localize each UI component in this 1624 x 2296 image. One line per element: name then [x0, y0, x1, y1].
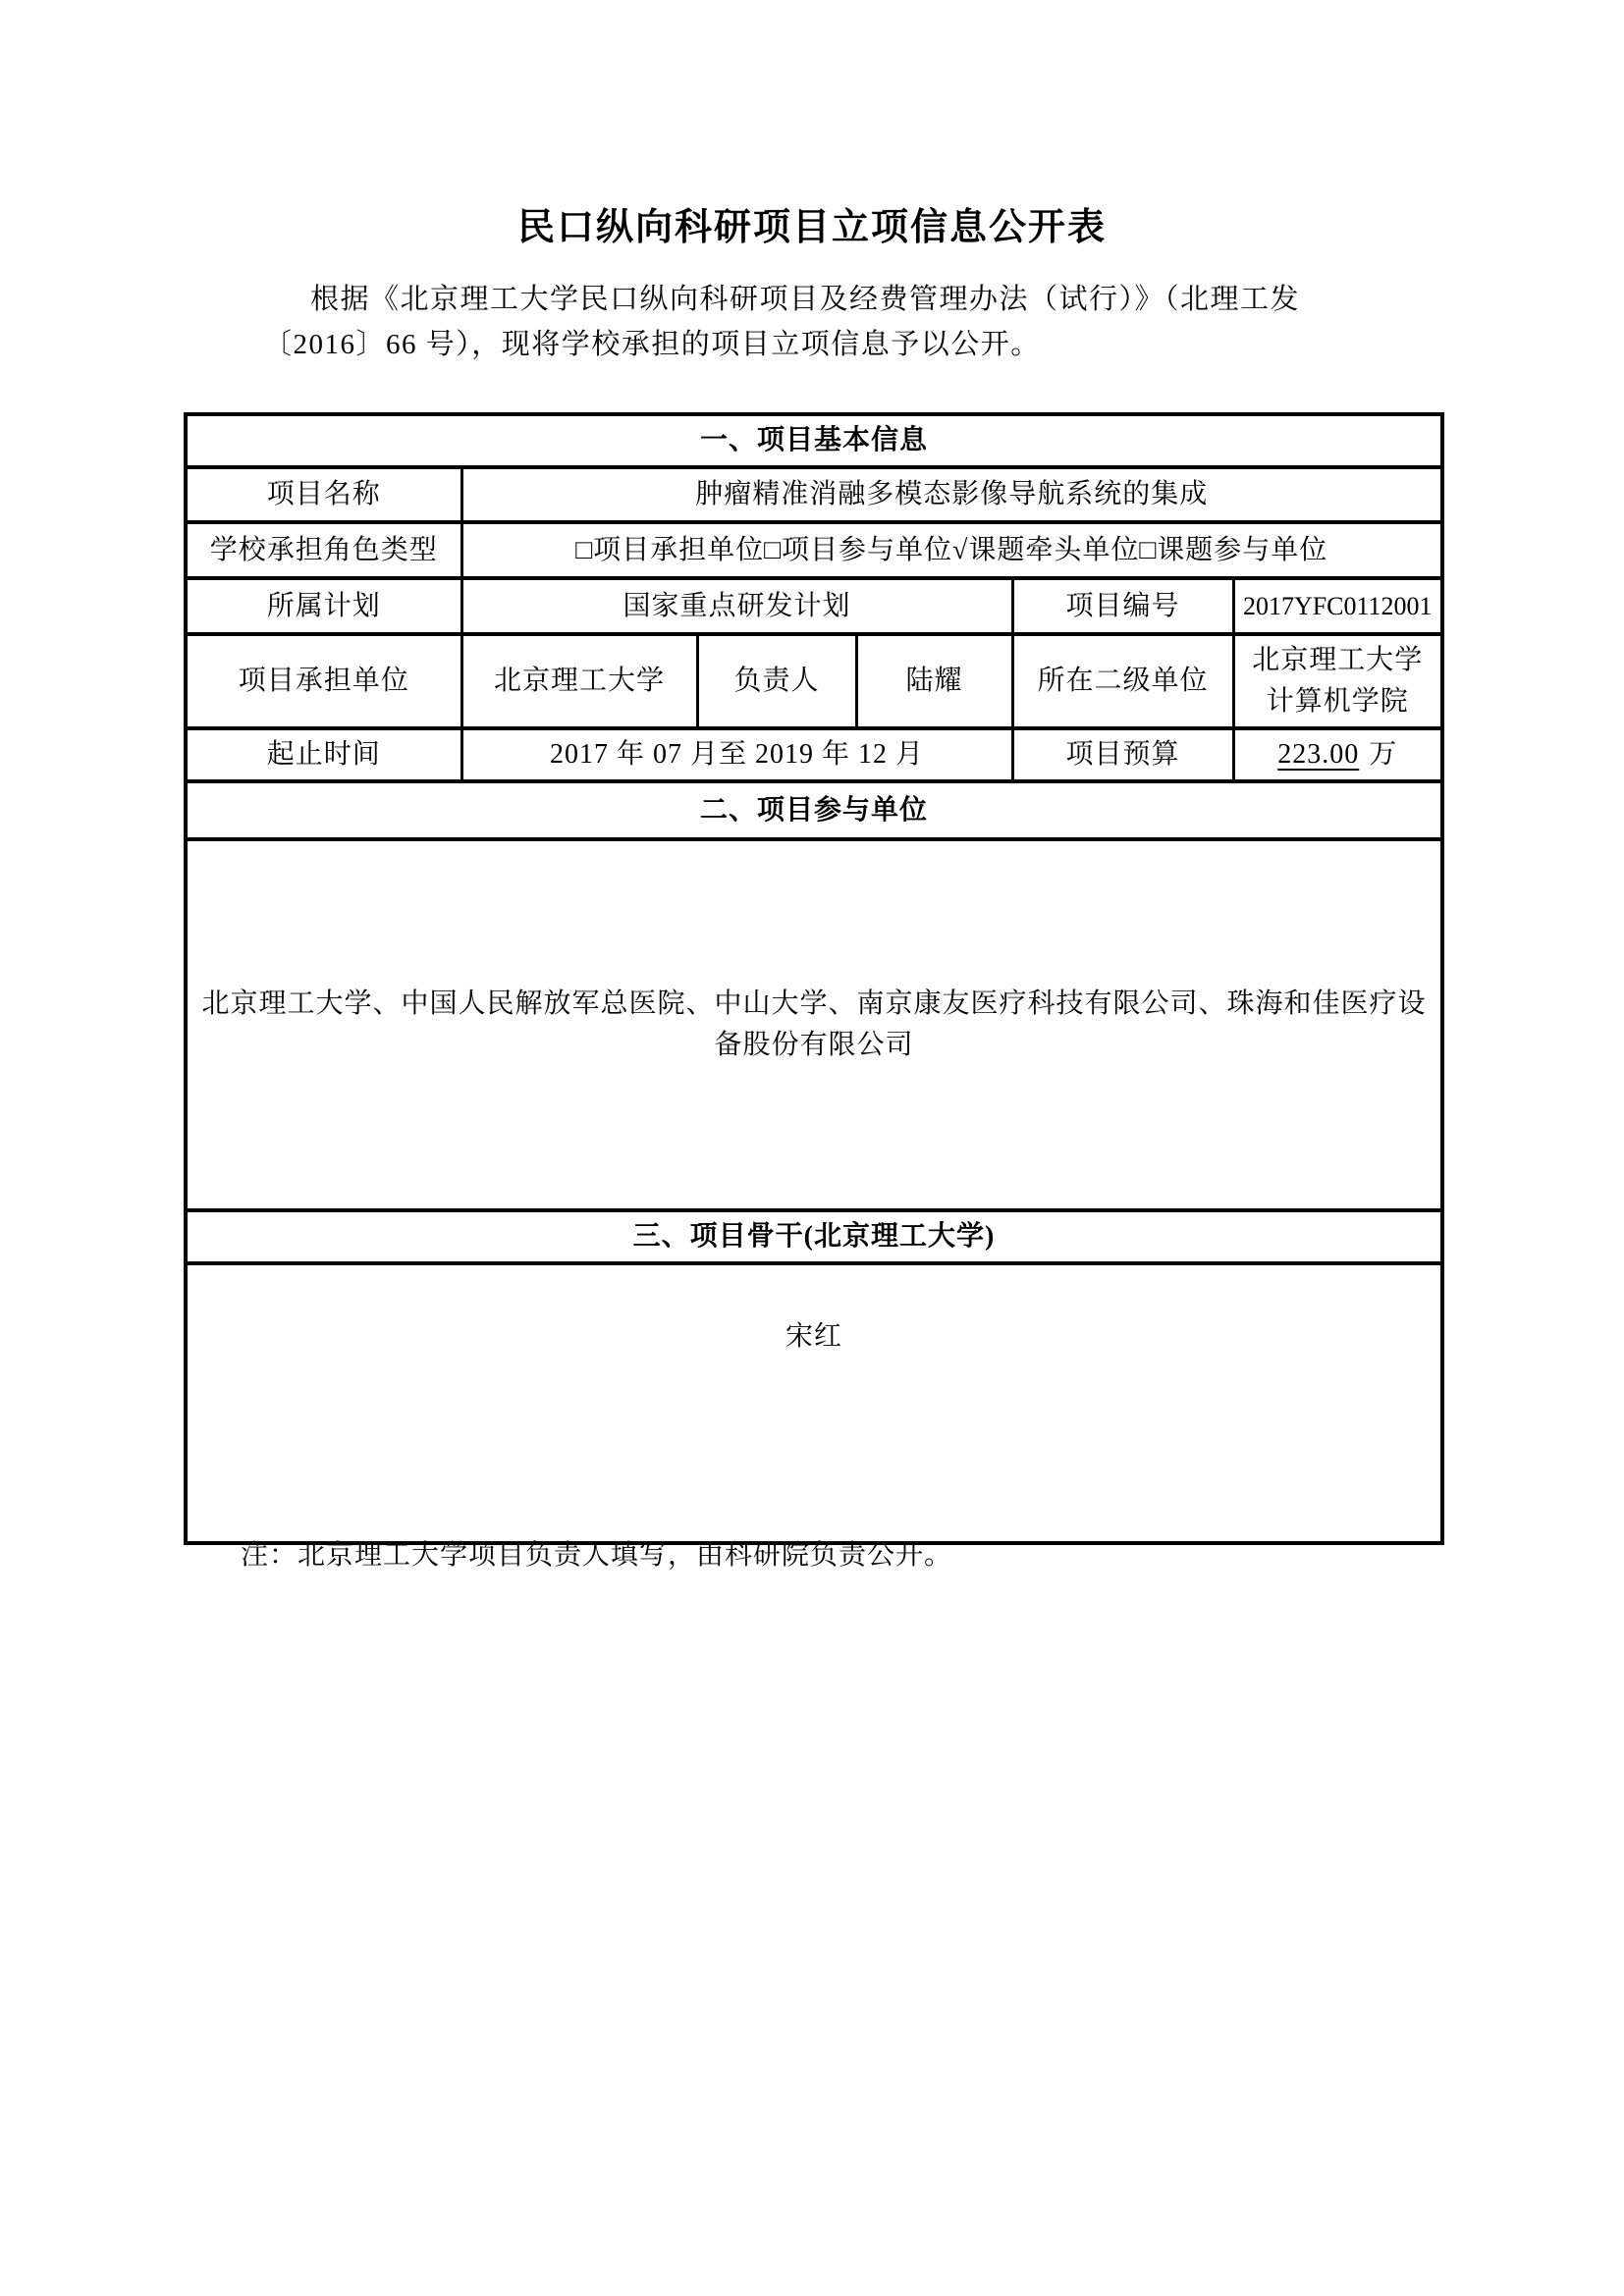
plan-value: 国家重点研发计划 — [461, 578, 1012, 634]
budget-amount: 223.00 — [1277, 739, 1360, 770]
secondary-unit-value: 北京理工大学计算机学院 — [1233, 634, 1442, 728]
duration-label: 起止时间 — [186, 728, 461, 781]
backbone-content: 宋红 — [186, 1263, 1442, 1543]
page-title: 民口纵向科研项目立项信息公开表 — [516, 207, 1107, 248]
undertaking-unit-row — [186, 634, 1442, 728]
leader-value: 陆耀 — [856, 634, 1012, 728]
project-info-table — [184, 412, 1444, 1545]
intro-line-2: 〔2016〕66 号），现将学校承担的项目立项信息予以公开。 — [263, 329, 1041, 360]
section2-header-row — [186, 781, 1442, 839]
budget-unit: 万 — [1369, 739, 1398, 770]
project-name-row — [186, 467, 1442, 522]
footer-note: 注：北京理工大学项目负责人填写，由科研院负责公开。 — [241, 1540, 953, 1571]
section2-header: 二、项目参与单位 — [186, 781, 1442, 839]
role-type-label: 学校承担角色类型 — [186, 522, 461, 578]
backbone-row — [186, 1263, 1442, 1543]
project-number-value: 2017YFC0112001 — [1233, 578, 1442, 634]
leader-label: 负责人 — [697, 634, 856, 728]
duration-row — [186, 728, 1442, 781]
participants-row — [186, 839, 1442, 1210]
section3-header-row — [186, 1210, 1442, 1263]
budget-label: 项目预算 — [1012, 728, 1233, 781]
section3-header: 三、项目骨干(北京理工大学) — [186, 1210, 1442, 1263]
intro-line-1: 根据《北京理工大学民口纵向科研项目及经费管理办法（试行）》（北理工发 — [310, 284, 1301, 315]
secondary-unit-label: 所在二级单位 — [1012, 634, 1233, 728]
project-number-label: 项目编号 — [1012, 578, 1233, 634]
project-name-label: 项目名称 — [186, 467, 461, 522]
plan-row — [186, 578, 1442, 634]
undertaking-unit-value: 北京理工大学 — [461, 634, 697, 728]
plan-label: 所属计划 — [186, 578, 461, 634]
section1-header-row — [186, 414, 1442, 467]
budget-value-cell — [1233, 728, 1442, 781]
role-type-value: □项目承担单位□项目参与单位√课题牵头单位□课题参与单位 — [461, 522, 1442, 578]
duration-value: 2017 年 07 月至 2019 年 12 月 — [461, 728, 1012, 781]
section1-header: 一、项目基本信息 — [186, 414, 1442, 467]
role-type-row — [186, 522, 1442, 578]
undertaking-unit-label: 项目承担单位 — [186, 634, 461, 728]
intro-paragraph — [263, 277, 1382, 367]
project-name-value: 肿瘤精准消融多模态影像导航系统的集成 — [461, 467, 1442, 522]
participants-content: 北京理工大学、中国人民解放军总医院、中山大学、南京康友医疗科技有限公司、珠海和佳医疗设备股份有限公司 — [186, 839, 1442, 1210]
